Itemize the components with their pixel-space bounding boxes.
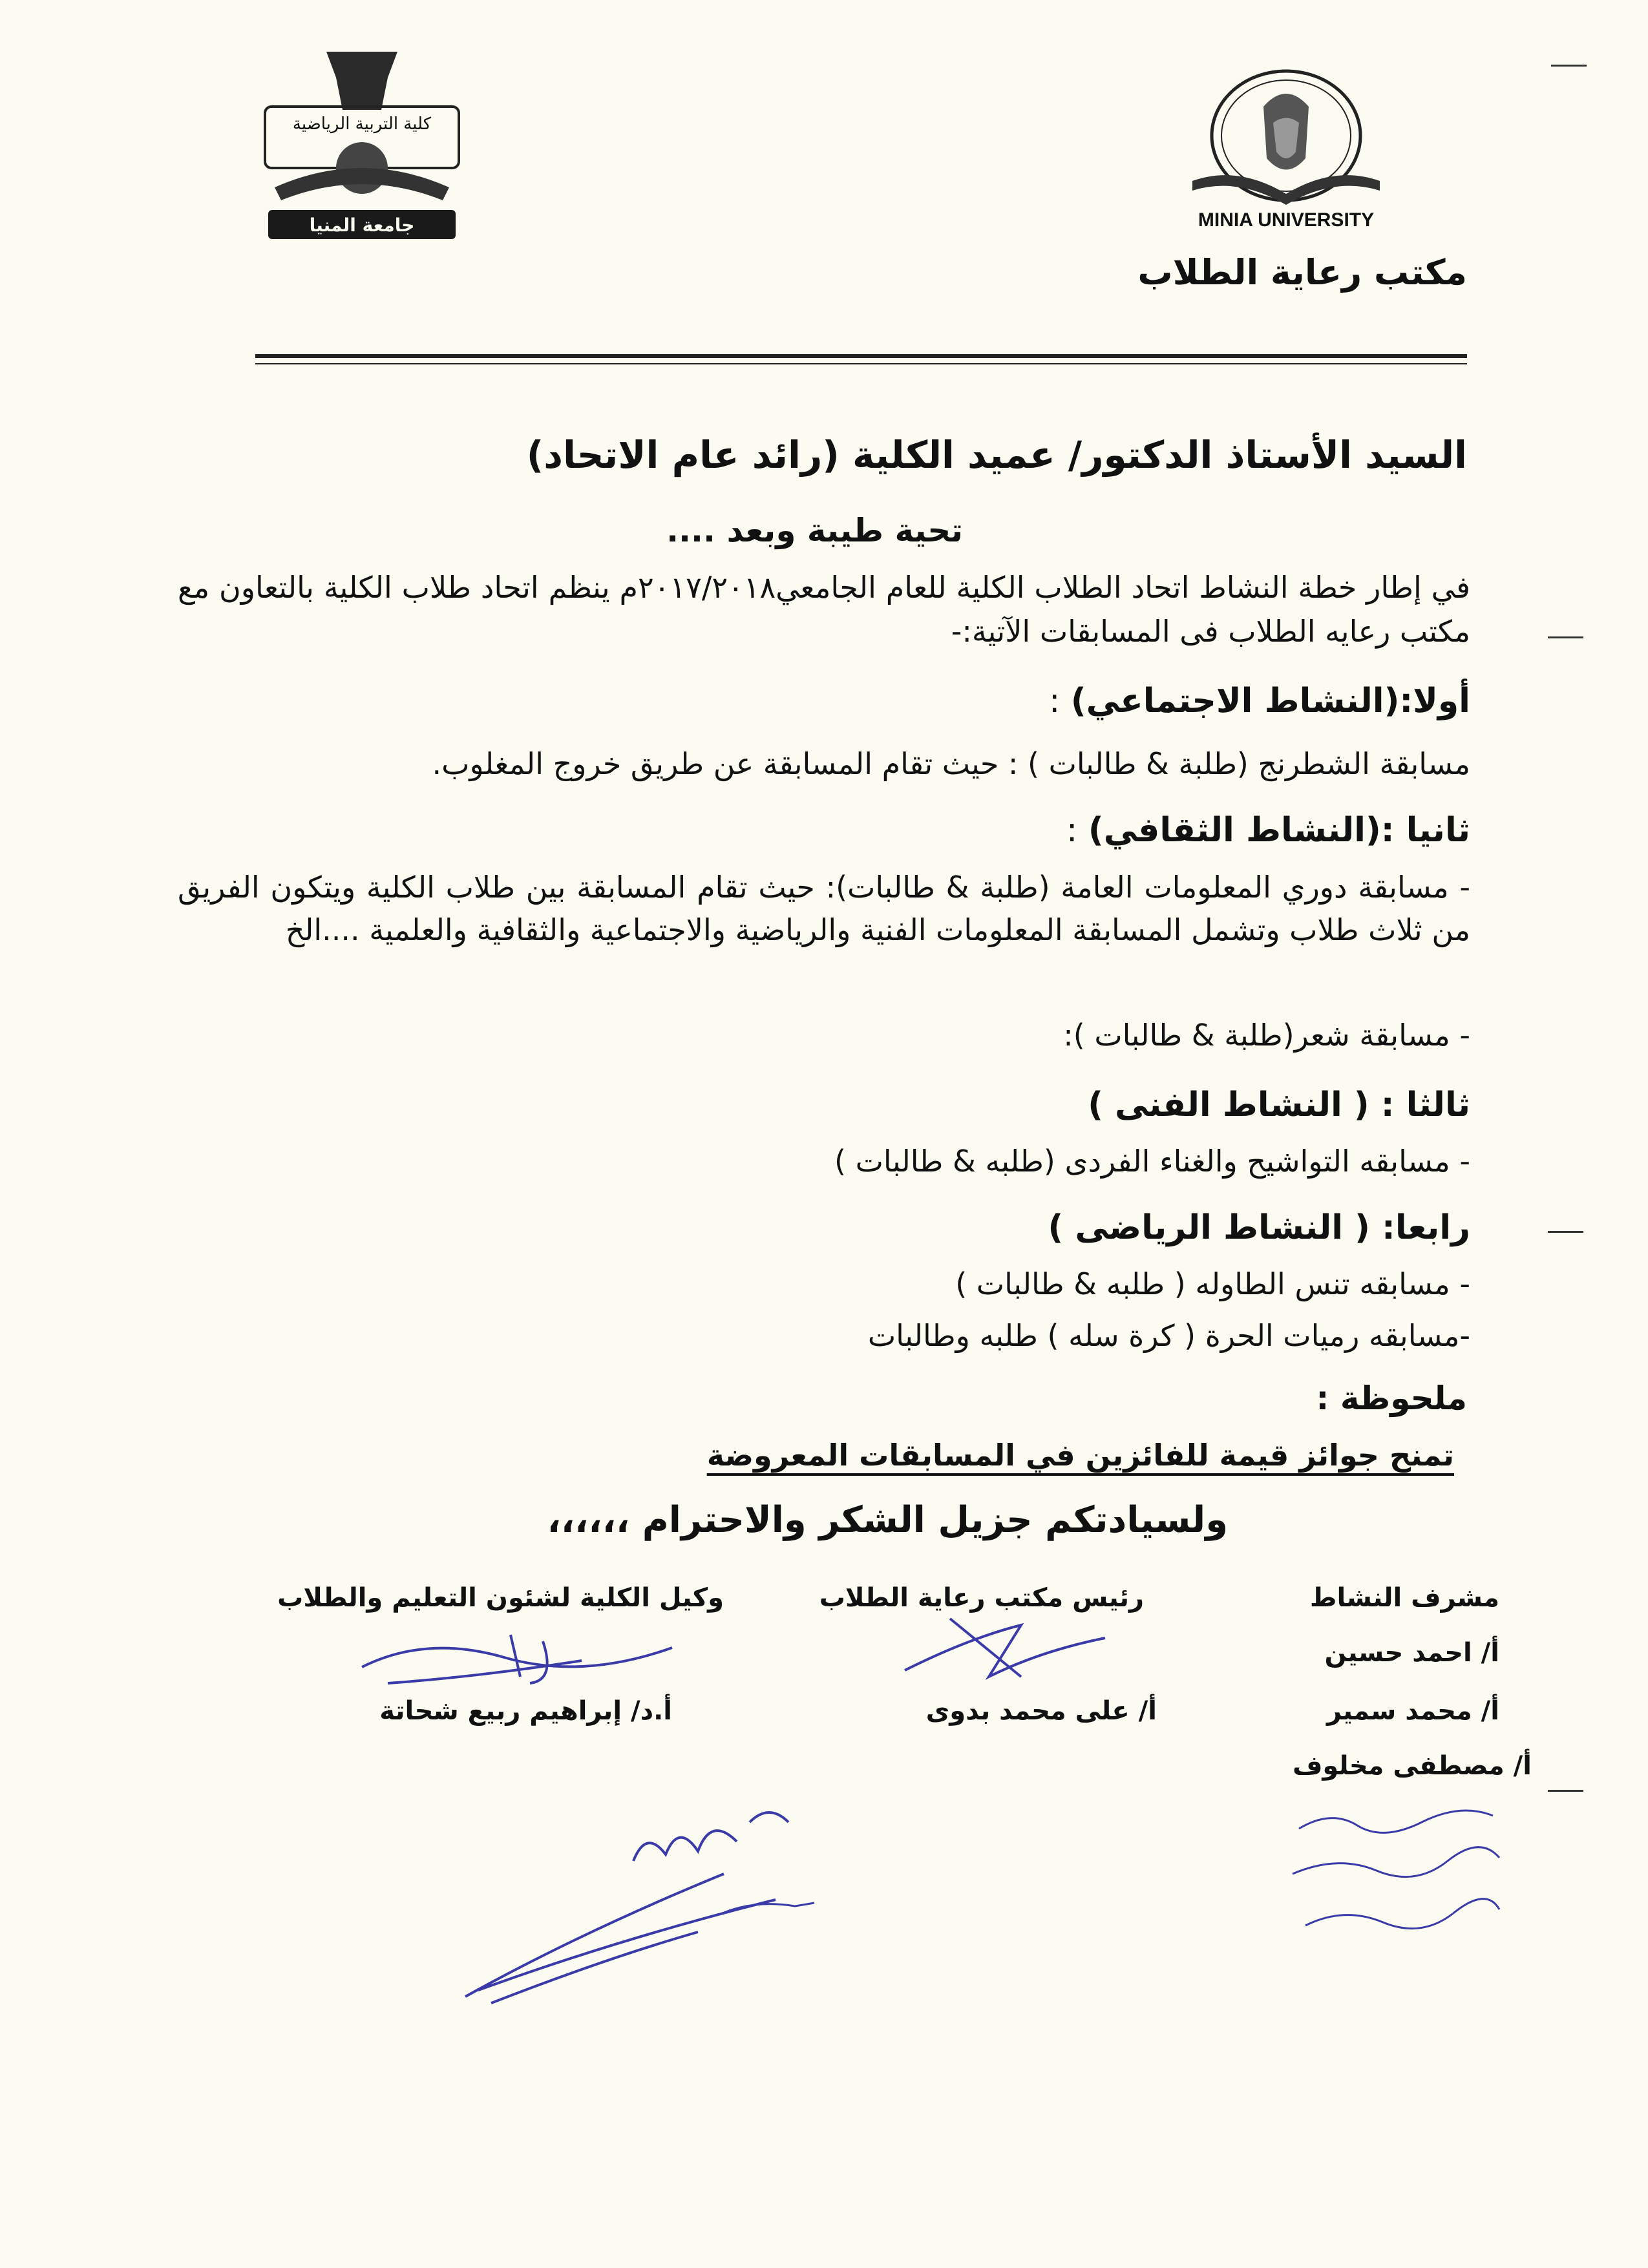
section-title: (النشاط الثقافي) bbox=[1088, 811, 1381, 850]
section-2-heading bbox=[1066, 811, 1470, 850]
margin-mark bbox=[1548, 1231, 1583, 1233]
section-ordinal: أولا: bbox=[1399, 682, 1470, 720]
vice-dean-name: أ.د/ إبراهيم ربيع شحاتة bbox=[379, 1696, 672, 1726]
closing-line: ولسيادتكم جزيل الشكر والاحترام ،،،،،، bbox=[547, 1499, 1228, 1541]
section-4-heading bbox=[1048, 1208, 1470, 1247]
minia-university-logo bbox=[1167, 61, 1406, 233]
header-rule bbox=[255, 354, 1467, 358]
section-ordinal: ثانيا : bbox=[1380, 811, 1470, 850]
greeting: تحية طيبة وبعد .... bbox=[666, 512, 963, 549]
section-title: (النشاط الاجتماعي) bbox=[1070, 682, 1400, 720]
header-rule-thin bbox=[255, 363, 1467, 364]
section-4-item: - مسابقه تنس الطاوله ( طلبه & طالبات ) bbox=[955, 1266, 1470, 1301]
faculty-logo-bottom: جامعة المنيا bbox=[309, 215, 415, 236]
faculty-logo-text: كلية التربية الرياضية bbox=[292, 114, 432, 134]
section-2-item: - مسابقة دوري المعلومات العامة (طلبة & طالبات): حيث تقام المسابقة بين طلاب الكلية ويتكون الفريق من ثلاث طلاب وتشمل المسابقة المعلومات الفنية والرياضية والاجتماعية والثقافية والعلمية ....الخ bbox=[178, 870, 1470, 947]
office-head-signature bbox=[892, 1599, 1118, 1690]
office-head-title: رئيس مكتب رعاية الطلاب bbox=[819, 1583, 1144, 1613]
vice-dean-title: وكيل الكلية لشئون التعليم والطلاب bbox=[277, 1583, 724, 1613]
office-name: مكتب رعاية الطلاب bbox=[1137, 252, 1467, 293]
supervisor-name: أ/ محمد سمير bbox=[1326, 1696, 1499, 1726]
margin-mark bbox=[1548, 636, 1583, 638]
supervisors-signatures bbox=[1280, 1796, 1512, 1951]
dean-signature bbox=[452, 1803, 840, 2016]
section-ordinal: ثالثا : bbox=[1380, 1086, 1470, 1124]
note-text: تمنح جوائز قيمة للفائزين في المسابقات المعروضة bbox=[706, 1438, 1454, 1473]
section-title: ( النشاط الفنى ) bbox=[1088, 1086, 1381, 1124]
supervisor-title: مشرف النشاط bbox=[1309, 1583, 1499, 1613]
margin-mark bbox=[1551, 65, 1587, 67]
section-1-item: مسابقة الشطرنج (طلبة & طالبات ) : حيث تقام المسابقة عن طريق خروج المغلوب. bbox=[432, 746, 1470, 781]
vice-dean-signature bbox=[349, 1622, 685, 1693]
section-suffix: : bbox=[1048, 682, 1071, 720]
section-suffix: : bbox=[1066, 811, 1088, 850]
supervisor-name: أ/ احمد حسين bbox=[1324, 1638, 1499, 1668]
section-ordinal: رابعا: bbox=[1382, 1208, 1470, 1247]
section-3-item: - مسابقه التواشيح والغناء الفردى (طلبه & طالبات ) bbox=[834, 1144, 1470, 1179]
supervisor-name: أ/ مصطفى مخلوف bbox=[1292, 1751, 1532, 1781]
intro-paragraph: في إطار خطة النشاط اتحاد الطلاب الكلية للعام الجامعي٢٠١٧/٢٠١٨م ينظم اتحاد طلاب الكلية بالتعاون مع مكتب رعايه الطلاب فى المسابقات الآتية:- bbox=[178, 570, 1470, 649]
faculty-logo bbox=[249, 39, 475, 246]
section-title: ( النشاط الرياضى ) bbox=[1048, 1208, 1382, 1247]
section-3-heading bbox=[1088, 1086, 1470, 1124]
section-4-item: -مسابقه رميات الحرة ( كرة سله ) طلبه وطالبات bbox=[867, 1318, 1470, 1353]
section-2-item: - مسابقة شعر(طلبة & طالبات ): bbox=[1063, 1018, 1470, 1053]
section-1-heading bbox=[1049, 682, 1470, 720]
office-head-name: أ/ على محمد بدوى bbox=[925, 1696, 1157, 1726]
note-label: ملحوظة : bbox=[1316, 1380, 1467, 1417]
university-name-en: MINIA UNIVERSITY bbox=[1198, 209, 1375, 231]
margin-mark bbox=[1548, 1790, 1583, 1792]
addressee: السيد الأستاذ الدكتور/ عميد الكلية (رائد عام الاتحاد) bbox=[526, 433, 1467, 477]
